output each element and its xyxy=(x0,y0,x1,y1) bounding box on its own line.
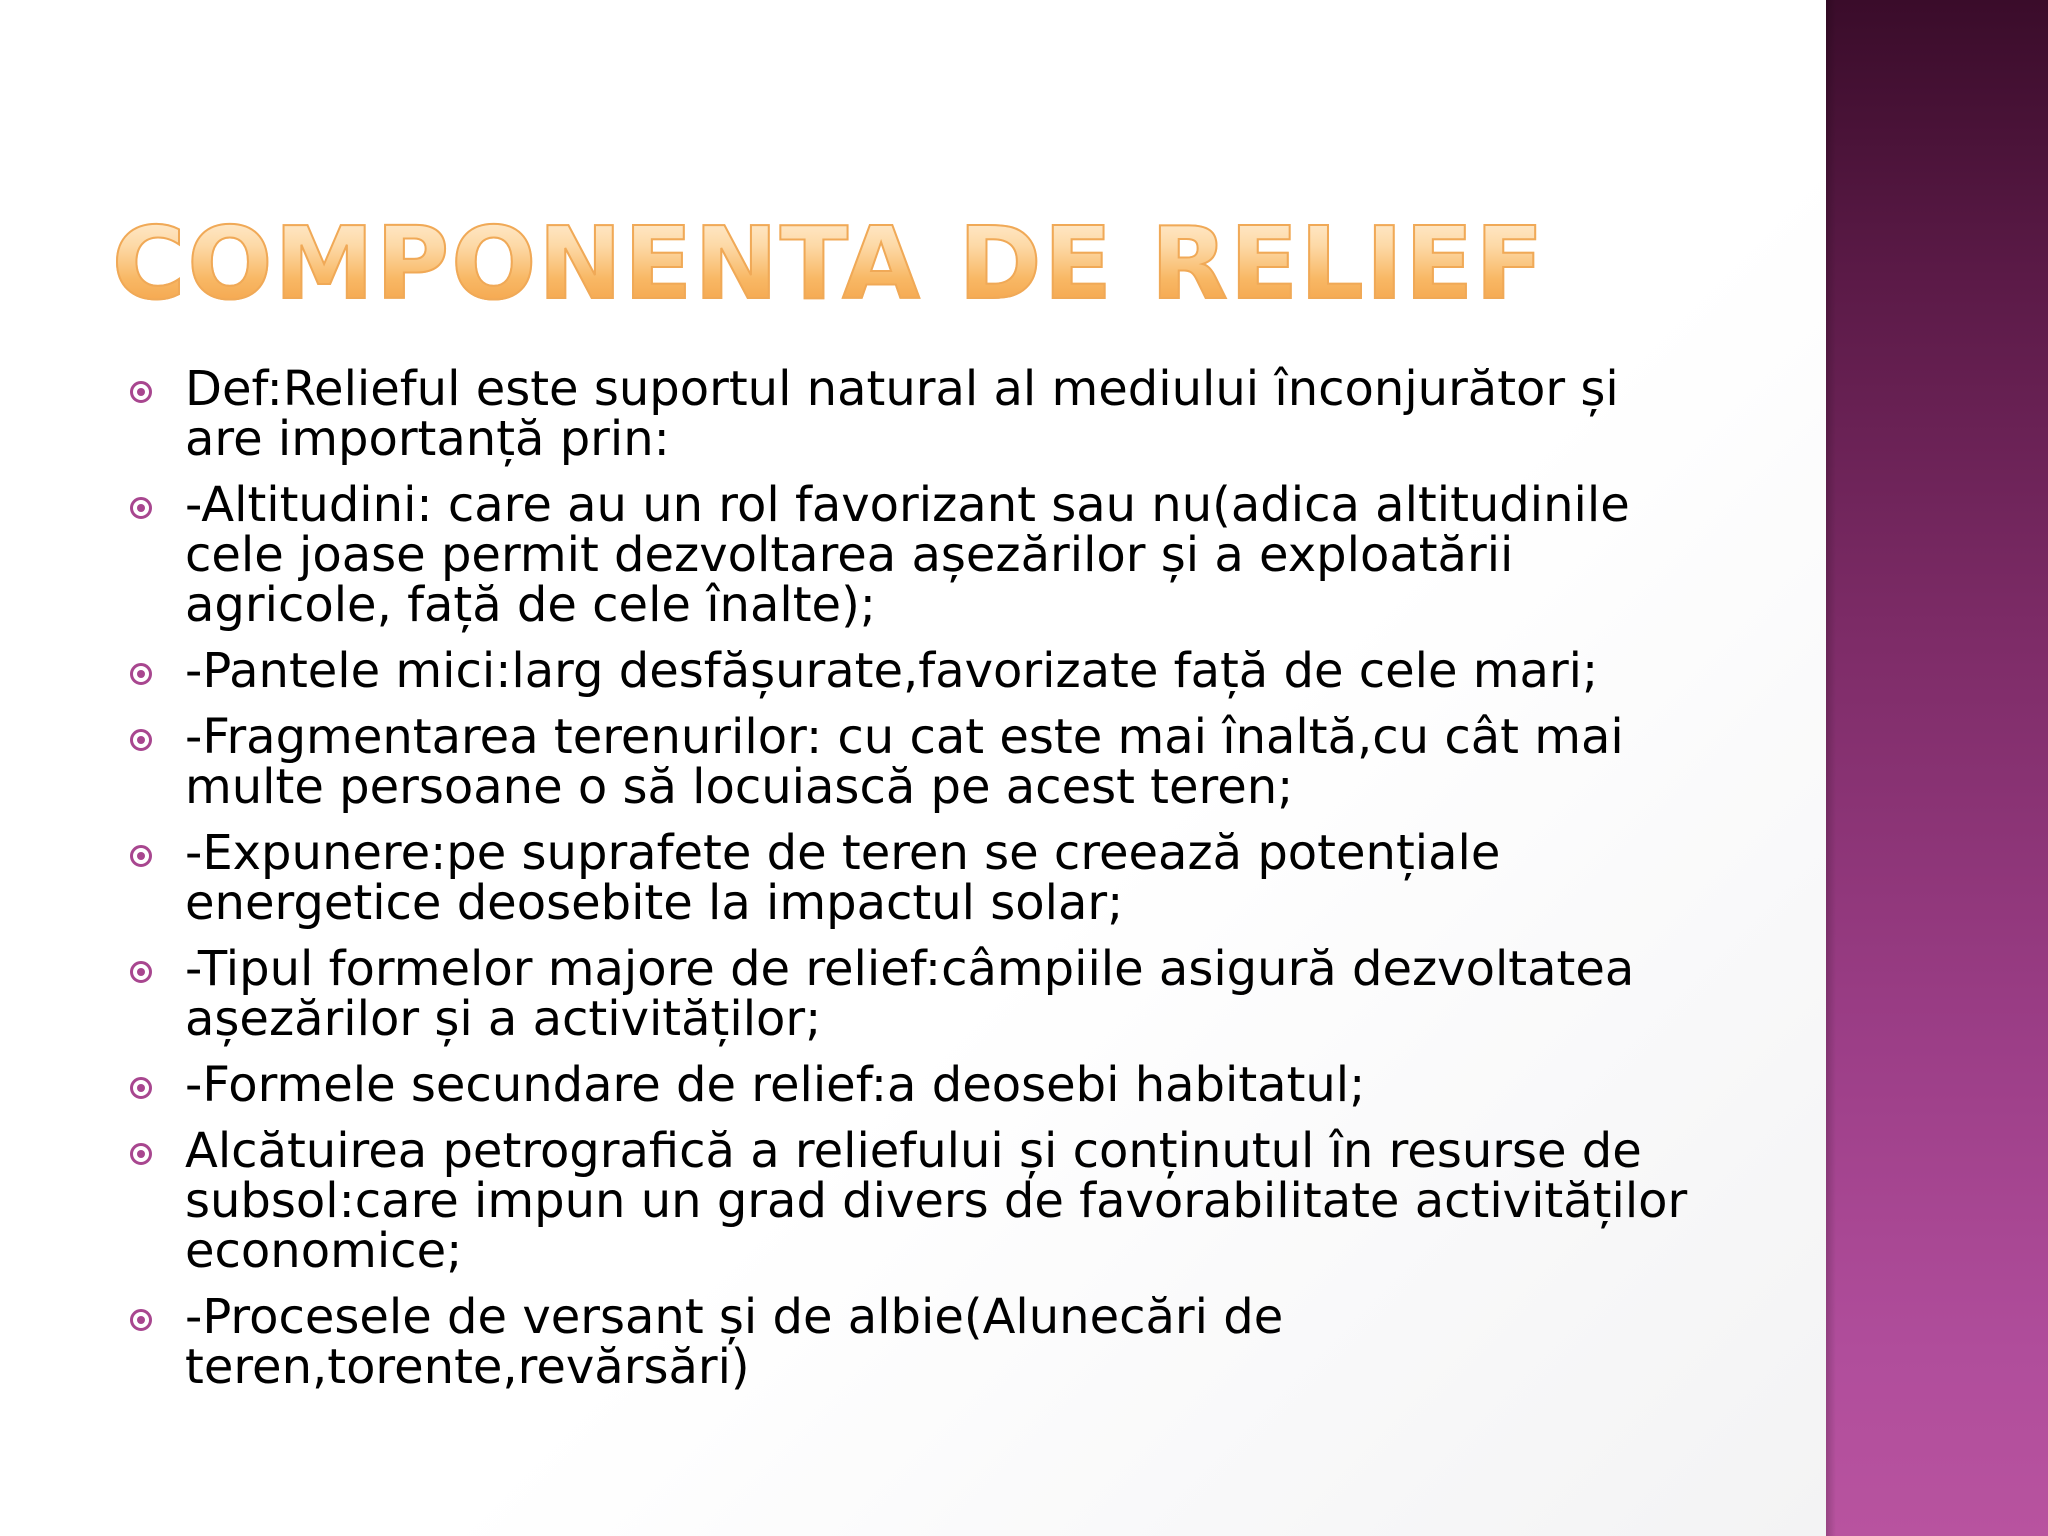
bullet-text: -Altitudini: care au un rol favorizant sau nu(adica altitudinile cele joase permit dezvoltarea așezărilor și a exploatării agricole, față de cele înalte); xyxy=(185,477,1630,633)
slide-title: COMPONENTA DE RELIEF xyxy=(112,205,1546,322)
bullet-item xyxy=(130,1123,1690,1279)
bullet-circle-icon xyxy=(130,381,152,403)
bullet-circle-icon xyxy=(130,1077,152,1099)
bullet-text: Alcătuirea petrografică a reliefului și conținutul în resurse de subsol:care impun un grad divers de favorabilitate activităților economice; xyxy=(185,1123,1688,1279)
bullet-text: Def:Relieful este suportul natural al mediului înconjurător și are importanță prin: xyxy=(185,361,1619,467)
bullet-circle-icon xyxy=(130,961,152,983)
bullet-item xyxy=(130,361,1690,467)
bullet-text: -Fragmentarea terenurilor: cu cat este mai înaltă,cu cât mai multe persoane o să locuiască pe acest teren; xyxy=(185,709,1624,815)
decorative-side-bar xyxy=(1826,0,2048,1536)
bullet-item xyxy=(130,709,1690,815)
bullet-text: -Tipul formelor majore de relief:câmpiile asigură dezvoltatea așezărilor și a activităților; xyxy=(185,941,1635,1047)
bullet-circle-icon xyxy=(130,729,152,751)
bullet-item xyxy=(130,1289,1690,1395)
bullet-item xyxy=(130,477,1690,633)
bullet-item xyxy=(130,941,1690,1047)
bullet-text: -Formele secundare de relief:a deosebi habitatul; xyxy=(185,1057,1366,1113)
bullet-text: -Pantele mici:larg desfășurate,favorizate față de cele mari; xyxy=(185,643,1599,699)
bullet-circle-icon xyxy=(130,1143,152,1165)
bullet-circle-icon xyxy=(130,497,152,519)
bullet-item xyxy=(130,825,1690,931)
bullet-circle-icon xyxy=(130,845,152,867)
bullet-list xyxy=(130,361,1690,1408)
bullet-text: -Expunere:pe suprafete de teren se creează potențiale energetice deosebite la impactul solar; xyxy=(185,825,1501,931)
bullet-item xyxy=(130,643,1690,699)
bullet-item xyxy=(130,1057,1690,1113)
bullet-text: -Procesele de versant și de albie(Alunecări de teren,torente,revărsări) xyxy=(185,1289,1284,1395)
bullet-circle-icon xyxy=(130,663,152,685)
bullet-circle-icon xyxy=(130,1309,152,1331)
